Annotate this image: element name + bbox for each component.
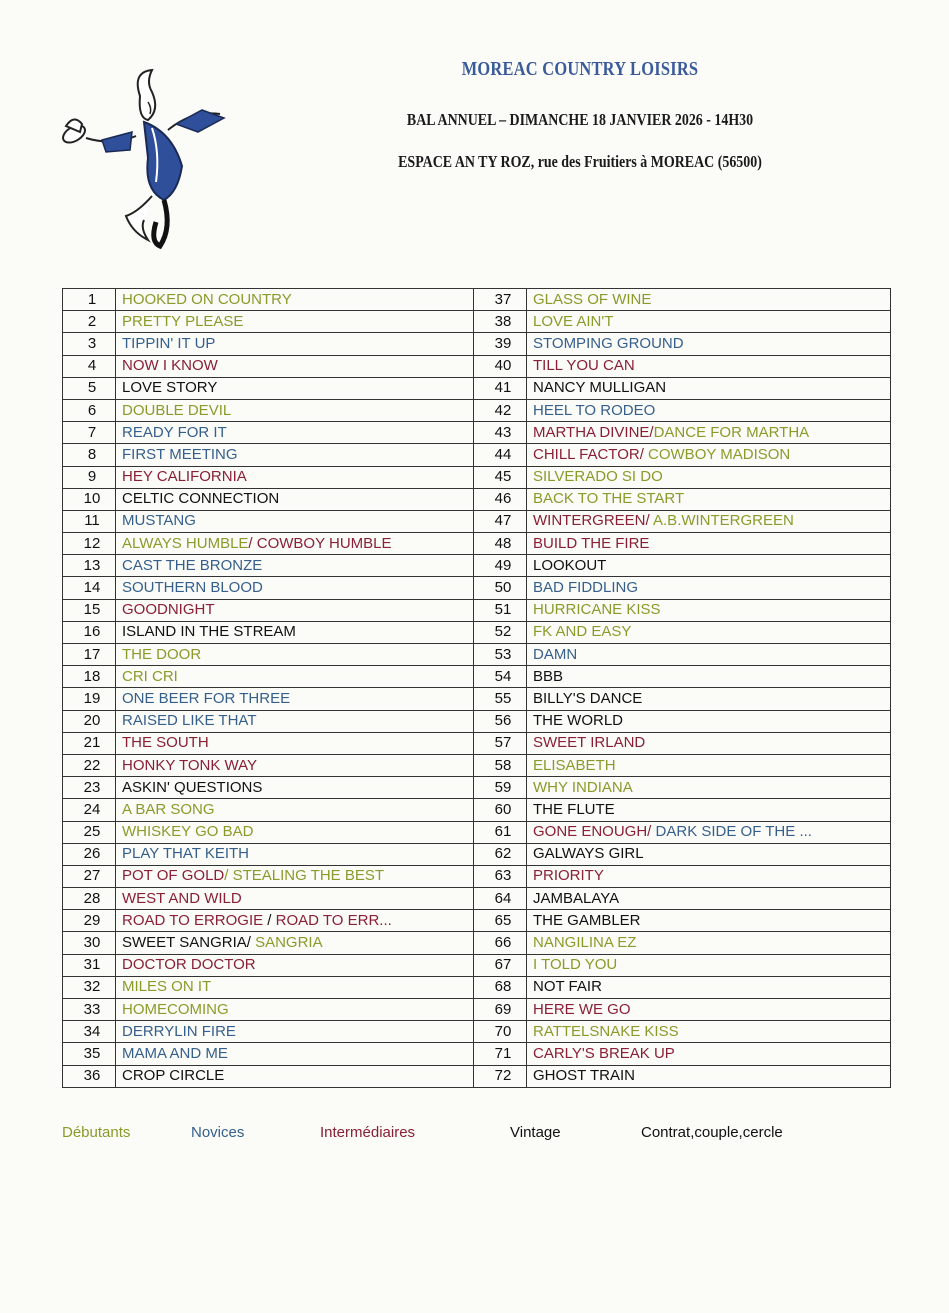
dance-name: [527, 289, 891, 311]
dance-name: [527, 488, 891, 510]
dance-number: 37: [474, 289, 527, 311]
table-row: [63, 599, 891, 621]
table-row: [63, 976, 891, 998]
dance-name-part: BBB: [533, 667, 564, 685]
dance-name: [116, 888, 474, 910]
dance-name: [527, 599, 891, 621]
legend-debutants: Débutants: [62, 1124, 131, 1141]
legend-contrat: Contrat,couple,cercle: [641, 1124, 783, 1141]
dance-name-part: SILVERADO SI DO: [533, 468, 663, 486]
dance-name-part: CHILL FACTOR/: [533, 445, 644, 463]
dance-name: [527, 1065, 891, 1087]
dance-number: 48: [474, 533, 527, 555]
table-row: [63, 1065, 891, 1087]
dance-name-part: CELTIC CONNECTION: [122, 490, 280, 508]
dance-number: 52: [474, 621, 527, 643]
dance-number: 56: [474, 710, 527, 732]
table-row: [63, 910, 891, 932]
dance-number: 12: [63, 533, 116, 555]
legend: [0, 1124, 949, 1148]
dance-name-part: CRI CRI: [122, 667, 178, 685]
dance-name: [527, 666, 891, 688]
dance-number: 53: [474, 644, 527, 666]
dance-name: [527, 533, 891, 555]
dance-number: 55: [474, 688, 527, 710]
table-row: [63, 311, 891, 333]
dance-number: 33: [63, 999, 116, 1021]
dance-number: 42: [474, 399, 527, 421]
dance-name: [527, 1021, 891, 1043]
dance-name: [527, 444, 891, 466]
dance-name: [116, 999, 474, 1021]
dance-name: [116, 954, 474, 976]
table-row: [63, 377, 891, 399]
dance-name: [527, 577, 891, 599]
dance-name-part: DERRYLIN FIRE: [122, 1022, 236, 1040]
table-row: [63, 1043, 891, 1065]
dance-name: [116, 666, 474, 688]
dance-number: 70: [474, 1021, 527, 1043]
dance-name-part: FIRST MEETING: [122, 445, 238, 463]
table-row: [63, 688, 891, 710]
dance-number: 39: [474, 333, 527, 355]
dance-name-part: JAMBALAYA: [533, 889, 620, 907]
dance-name-part: PRETTY PLEASE: [122, 312, 244, 330]
dance-name-part: MUSTANG: [122, 512, 196, 530]
dance-name-part: BILLY'S DANCE: [533, 689, 643, 707]
dance-name: [116, 377, 474, 399]
dance-number: 66: [474, 932, 527, 954]
dance-number: 27: [63, 865, 116, 887]
table-row: [63, 355, 891, 377]
dance-name: [527, 377, 891, 399]
dance-number: 19: [63, 688, 116, 710]
dance-name-part: HEY CALIFORNIA: [122, 468, 247, 486]
dance-name-part: PRIORITY: [533, 867, 604, 885]
dance-number: 5: [63, 377, 116, 399]
dance-number: 9: [63, 466, 116, 488]
legend-intermediaires: Intermédiaires: [320, 1124, 416, 1141]
dance-name-part: LOOKOUT: [533, 556, 607, 574]
dance-name-part: RATTELSNAKE KISS: [533, 1022, 679, 1040]
dance-number: 34: [63, 1021, 116, 1043]
dance-number: 44: [474, 444, 527, 466]
dance-number: 64: [474, 888, 527, 910]
dance-name: [527, 843, 891, 865]
table-row: [63, 1021, 891, 1043]
dance-name: [116, 932, 474, 954]
dance-name-part: GALWAYS GIRL: [533, 845, 644, 863]
dance-name-part: ROAD TO ERROGIE: [122, 911, 264, 929]
dance-name: [527, 799, 891, 821]
dance-number: 38: [474, 311, 527, 333]
dance-name: [116, 799, 474, 821]
dance-number: 29: [63, 910, 116, 932]
dance-name: [527, 355, 891, 377]
dance-number: 51: [474, 599, 527, 621]
dance-name-part: READY FOR IT: [122, 423, 227, 441]
dance-number: 68: [474, 976, 527, 998]
dance-name: [527, 333, 891, 355]
table-row: [63, 732, 891, 754]
dance-number: 49: [474, 555, 527, 577]
dance-name-part: GONE ENOUGH/: [533, 823, 652, 841]
dancer-logo-icon: [52, 62, 242, 252]
dance-name-part: DAMN: [533, 645, 578, 663]
dance-name-part: CROP CIRCLE: [122, 1067, 225, 1085]
dance-name-part: COWBOY MADISON: [643, 445, 791, 463]
dance-number: 7: [63, 422, 116, 444]
dance-name-part: HURRICANE KISS: [533, 601, 661, 619]
dance-number: 31: [63, 954, 116, 976]
dance-name: [527, 754, 891, 776]
dance-name-part: GOODNIGHT: [122, 601, 215, 619]
table-row: [63, 865, 891, 887]
table-row: [63, 754, 891, 776]
dance-number: 3: [63, 333, 116, 355]
dance-number: 16: [63, 621, 116, 643]
dance-name: [116, 355, 474, 377]
dance-number: 60: [474, 799, 527, 821]
table-row: [63, 399, 891, 421]
dance-number: 10: [63, 488, 116, 510]
dance-name-part: DOUBLE DEVIL: [122, 401, 232, 419]
dance-name-part: MILES ON IT: [122, 978, 212, 996]
table-row: [63, 422, 891, 444]
dance-name-part: / STEALING THE BEST: [224, 867, 385, 885]
dance-name: [527, 555, 891, 577]
dance-name: [527, 777, 891, 799]
dance-name: [116, 644, 474, 666]
dance-name: [116, 289, 474, 311]
dance-list-table: [62, 288, 891, 1088]
dance-number: 2: [63, 311, 116, 333]
dance-number: 71: [474, 1043, 527, 1065]
legend-novices: Novices: [191, 1124, 245, 1141]
dance-name-part: DANCE FOR MARTHA: [653, 423, 810, 441]
dance-name-part: THE SOUTH: [122, 734, 209, 752]
dance-name: [527, 466, 891, 488]
dance-name-part: WHY INDIANA: [533, 778, 633, 796]
dance-name: [527, 1043, 891, 1065]
dance-name: [116, 732, 474, 754]
dance-name-part: MAMA AND ME: [122, 1044, 228, 1062]
dance-name-part: HONKY TONK WAY: [122, 756, 258, 774]
dance-name: [116, 399, 474, 421]
dance-name: [116, 510, 474, 532]
dance-number: 21: [63, 732, 116, 754]
dance-name-part: ELISABETH: [533, 756, 616, 774]
dance-number: 1: [63, 289, 116, 311]
dance-number: 41: [474, 377, 527, 399]
dance-name-part: ISLAND IN THE STREAM: [122, 623, 296, 641]
dance-name: [527, 932, 891, 954]
dance-number: 59: [474, 777, 527, 799]
dance-name-part: HOOKED ON COUNTRY: [122, 290, 292, 308]
table-row: [63, 843, 891, 865]
dance-name: [116, 466, 474, 488]
dance-name-part: HOMECOMING: [122, 1000, 229, 1018]
dance-name: [116, 821, 474, 843]
dance-number: 15: [63, 599, 116, 621]
dance-name: [116, 1065, 474, 1087]
dance-name-part: SOUTHERN BLOOD: [122, 579, 263, 597]
dance-number: 25: [63, 821, 116, 843]
dance-number: 20: [63, 710, 116, 732]
dance-number: 6: [63, 399, 116, 421]
table-row: [63, 821, 891, 843]
dance-name-part: I TOLD YOU: [533, 956, 618, 974]
table-row: [63, 444, 891, 466]
dance-number: 61: [474, 821, 527, 843]
dance-number: 65: [474, 910, 527, 932]
event-venue: ESPACE AN TY ROZ, rue des Fruitiers à MOREAC (56500): [398, 152, 762, 171]
dance-name: [116, 754, 474, 776]
dance-name-part: WHISKEY GO BAD: [122, 823, 254, 841]
dance-number: 36: [63, 1065, 116, 1087]
table-row: [63, 710, 891, 732]
table-row: [63, 555, 891, 577]
dance-name: [116, 865, 474, 887]
dance-name-part: RAISED LIKE THAT: [122, 712, 257, 730]
dance-number: 32: [63, 976, 116, 998]
dance-name-part: DARK SIDE OF THE ...: [651, 823, 812, 841]
dance-name: [527, 888, 891, 910]
dance-number: 4: [63, 355, 116, 377]
dance-name: [116, 710, 474, 732]
event-date: BAL ANNUEL – DIMANCHE 18 JANVIER 2026 - 14H30: [406, 110, 754, 129]
dance-name-part: BACK TO THE START: [533, 490, 685, 508]
dance-number: 23: [63, 777, 116, 799]
dance-name: [116, 444, 474, 466]
dance-name-part: WINTERGREEN/: [533, 512, 650, 530]
dance-name-part: STOMPING GROUND: [533, 334, 684, 352]
dance-name-part: WEST AND WILD: [122, 889, 242, 907]
dance-number: 11: [63, 510, 116, 532]
dance-number: 50: [474, 577, 527, 599]
dance-name-part: NOT FAIR: [533, 978, 602, 996]
dance-name-part: CARLY'S BREAK UP: [533, 1044, 675, 1062]
dance-name: [527, 865, 891, 887]
dance-name: [116, 422, 474, 444]
dance-name: [116, 533, 474, 555]
dance-number: 8: [63, 444, 116, 466]
dance-name-part: BUILD THE FIRE: [533, 534, 650, 552]
dance-name: [527, 732, 891, 754]
dance-name: [116, 688, 474, 710]
table-row: [63, 289, 891, 311]
dance-name-part: NANGILINA EZ: [533, 934, 637, 952]
dance-number: 14: [63, 577, 116, 599]
dance-name-part: LOVE STORY: [122, 379, 218, 397]
dance-number: 57: [474, 732, 527, 754]
dance-name: [527, 910, 891, 932]
table-row: [63, 510, 891, 532]
table-row: [63, 932, 891, 954]
dance-name: [116, 1021, 474, 1043]
dance-name: [527, 399, 891, 421]
dance-number: 30: [63, 932, 116, 954]
dance-name: [527, 510, 891, 532]
dance-name-part: CAST THE BRONZE: [122, 556, 263, 574]
dance-number: 63: [474, 865, 527, 887]
dance-name-part: ALWAYS HUMBLE: [122, 534, 249, 552]
dance-number: 45: [474, 466, 527, 488]
dance-name: [116, 1043, 474, 1065]
dance-name-part: FK AND EASY: [533, 623, 632, 641]
dance-name: [116, 311, 474, 333]
dance-name-part: THE DOOR: [122, 645, 202, 663]
header: [330, 58, 830, 172]
dance-name-part: TILL YOU CAN: [533, 357, 635, 375]
dance-number: 35: [63, 1043, 116, 1065]
dance-number: 67: [474, 954, 527, 976]
dance-number: 69: [474, 999, 527, 1021]
table-row: [63, 644, 891, 666]
dance-number: 46: [474, 488, 527, 510]
club-title: MOREAC COUNTRY LOISIRS: [461, 58, 699, 80]
dance-name: [116, 555, 474, 577]
dance-name-part: /: [263, 911, 276, 929]
dance-number: 17: [63, 644, 116, 666]
dance-name-part: ROAD TO ERR...: [275, 911, 392, 929]
dance-name: [527, 422, 891, 444]
dance-number: 22: [63, 754, 116, 776]
dance-name: [527, 311, 891, 333]
dance-name-part: HERE WE GO: [533, 1000, 631, 1018]
dance-name-part: DOCTOR DOCTOR: [122, 956, 256, 974]
dance-number: 40: [474, 355, 527, 377]
dance-name-part: THE GAMBLER: [533, 911, 641, 929]
dance-number: 58: [474, 754, 527, 776]
dance-number: 26: [63, 843, 116, 865]
dance-name-part: LOVE AIN'T: [533, 312, 614, 330]
dance-name: [116, 910, 474, 932]
legend-vintage: Vintage: [510, 1124, 561, 1141]
dance-name-part: GHOST TRAIN: [533, 1067, 635, 1085]
dance-name: [116, 577, 474, 599]
table-row: [63, 333, 891, 355]
dance-number: 43: [474, 422, 527, 444]
dance-name: [527, 821, 891, 843]
dance-name: [116, 976, 474, 998]
table-row: [63, 621, 891, 643]
dance-name-part: NANCY MULLIGAN: [533, 379, 667, 397]
dance-list-body: [63, 289, 891, 1088]
table-row: [63, 888, 891, 910]
dance-name-part: PLAY THAT KEITH: [122, 845, 249, 863]
table-row: [63, 799, 891, 821]
dance-name: [116, 333, 474, 355]
dance-name: [116, 488, 474, 510]
dance-name: [116, 843, 474, 865]
table-row: [63, 577, 891, 599]
dance-name-part: SWEET IRLAND: [533, 734, 646, 752]
dance-name: [116, 599, 474, 621]
dance-number: 72: [474, 1065, 527, 1087]
dance-name: [527, 644, 891, 666]
dance-name-part: GLASS OF WINE: [533, 290, 652, 308]
table-row: [63, 777, 891, 799]
dance-name: [527, 621, 891, 643]
dance-name-part: A BAR SONG: [122, 800, 215, 818]
dance-name: [527, 976, 891, 998]
dance-name-part: THE WORLD: [533, 712, 623, 730]
dance-number: 28: [63, 888, 116, 910]
dance-name: [527, 688, 891, 710]
dance-name-part: ONE BEER FOR THREE: [122, 689, 291, 707]
dance-name: [116, 777, 474, 799]
dance-name: [527, 954, 891, 976]
dance-name-part: TIPPIN' IT UP: [122, 334, 216, 352]
dance-name: [527, 710, 891, 732]
dance-number: 54: [474, 666, 527, 688]
table-row: [63, 954, 891, 976]
table-row: [63, 999, 891, 1021]
table-row: [63, 666, 891, 688]
dance-number: 18: [63, 666, 116, 688]
dance-name-part: / COWBOY HUMBLE: [248, 534, 392, 552]
dance-name-part: POT OF GOLD: [122, 867, 225, 885]
dance-name-part: BAD FIDDLING: [533, 579, 639, 597]
dance-number: 24: [63, 799, 116, 821]
dance-name-part: A.B.WINTERGREEN: [649, 512, 794, 530]
dance-name: [116, 621, 474, 643]
dance-name-part: NOW I KNOW: [122, 357, 218, 375]
table-row: [63, 488, 891, 510]
dance-name-part: SWEET SANGRIA/: [122, 934, 251, 952]
dance-name-part: HEEL TO RODEO: [533, 401, 656, 419]
table-row: [63, 533, 891, 555]
dance-name-part: THE FLUTE: [533, 800, 615, 818]
dance-name-part: SANGRIA: [250, 934, 323, 952]
dance-number: 62: [474, 843, 527, 865]
dance-number: 13: [63, 555, 116, 577]
dance-name: [527, 999, 891, 1021]
dance-name-part: ASKIN' QUESTIONS: [122, 778, 263, 796]
table-row: [63, 466, 891, 488]
dance-number: 47: [474, 510, 527, 532]
dance-name-part: MARTHA DIVINE/: [533, 423, 654, 441]
